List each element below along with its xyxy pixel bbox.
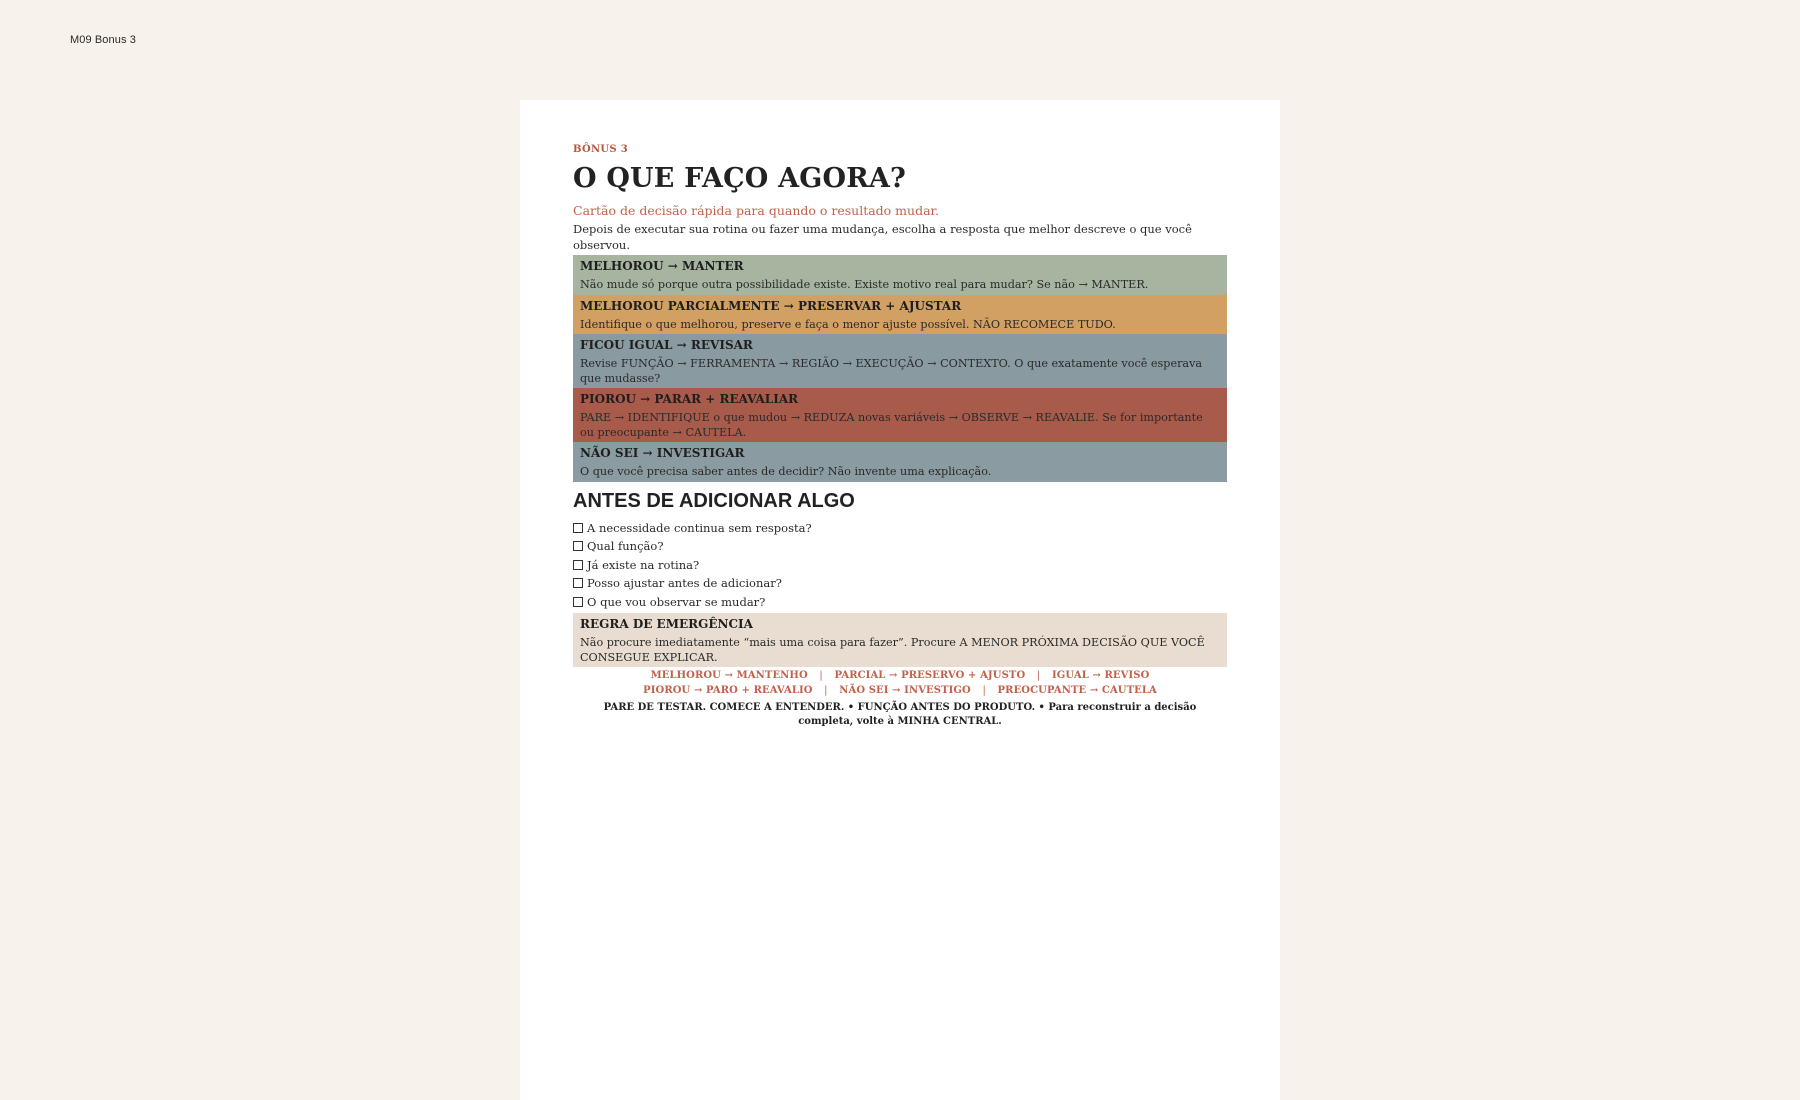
decision-card-improved (573, 255, 1227, 295)
card-body: Não mude só porque outra possibilidade existe. Existe motivo real para mudar? Se não → MANTER. (580, 278, 1149, 291)
card-body: Revise FUNÇÃO → FERRAMENTA → REGIÃO → EXECUÇÃO → CONTEXTO. O que exatamente você esperava que mudasse? (580, 357, 1203, 385)
quick-summary-item: PARCIAL → PRESERVO + AJUSTO (834, 670, 1026, 681)
document-label: M09 Bonus 3 (70, 34, 136, 46)
checkbox-icon[interactable] (573, 523, 583, 533)
checklist (573, 519, 1227, 612)
card-heading: FICOU IGUAL → REVISAR (580, 338, 753, 352)
card-body: O que você precisa saber antes de decidir? Não invente uma explicação. (580, 465, 992, 478)
decision-card-worse (573, 388, 1227, 442)
checklist-item-label: Posso ajustar antes de adicionar? (587, 576, 782, 590)
separator: | (824, 684, 828, 696)
checklist-item (573, 556, 1227, 575)
checkbox-icon[interactable] (573, 597, 583, 607)
checklist-item-label: Qual função? (587, 539, 664, 553)
checklist-title: ANTES DE ADICIONAR ALGO (573, 489, 855, 512)
separator: | (819, 670, 823, 681)
emergency-heading: REGRA DE EMERGÊNCIA (580, 617, 753, 631)
checklist-item (573, 537, 1227, 556)
separator: | (982, 684, 986, 696)
emergency-rule-card (573, 613, 1227, 667)
checklist-item (573, 593, 1227, 612)
page-content (573, 144, 1227, 729)
card-heading: PIOROU → PARAR + REAVALIAR (580, 392, 799, 406)
page-subtitle: Cartão de decisão rápida para quando o resultado mudar. (573, 203, 940, 218)
card-body: PARE → IDENTIFIQUE o que mudou → REDUZA novas variáveis → OBSERVE → REAVALIE. Se for importante ou preocupante → CAUTELA. (580, 411, 1203, 439)
quick-summary (573, 669, 1227, 698)
quick-summary-line-1 (573, 669, 1227, 684)
intro-text: Depois de executar sua rotina ou fazer uma mudança, escolha a resposta que melhor descreve o que você observou. (573, 222, 1192, 252)
quick-summary-item: IGUAL → REVISO (1051, 670, 1150, 681)
quick-summary-item: MELHOROU → MANTENHO (650, 670, 808, 681)
decision-card-unknown (573, 442, 1227, 482)
checkbox-icon[interactable] (573, 578, 583, 588)
checklist-item (573, 574, 1227, 593)
checklist-item-label: Já existe na rotina? (587, 557, 700, 572)
card-heading: NÃO SEI → INVESTIGAR (580, 446, 745, 460)
emergency-body: Não procure imediatamente “mais uma coisa para fazer”. Procure A MENOR PRÓXIMA DECISÃO QUE VOCÊ CONSEGUE EXPLICAR. (580, 636, 1205, 664)
separator: | (1036, 670, 1041, 681)
decision-card-partially-improved (573, 295, 1227, 335)
checklist-item (573, 519, 1227, 538)
bonus-eyebrow: BÔNUS 3 (573, 144, 628, 155)
document-page (520, 100, 1280, 1100)
checklist-item-label: A necessidade continua sem resposta? (587, 520, 812, 535)
card-heading: MELHOROU → MANTER (580, 259, 744, 273)
checkbox-icon[interactable] (573, 541, 583, 551)
checklist-item-label: O que vou observar se mudar? (587, 594, 766, 609)
quick-summary-item: NÃO SEI → INVESTIGO (839, 684, 971, 696)
card-body: Identifique o que melhorou, preserve e faça o menor ajuste possível. NÃO RECOMECE TUDO. (580, 317, 1116, 331)
quick-summary-line-2 (573, 684, 1227, 699)
checkbox-icon[interactable] (573, 560, 583, 570)
card-heading: MELHOROU PARCIALMENTE → PRESERVAR + AJUSTAR (580, 298, 962, 313)
page-title: O QUE FAÇO AGORA? (573, 163, 907, 194)
quick-summary-item: PREOCUPANTE → CAUTELA (997, 684, 1157, 696)
footer-note: PARE DE TESTAR. COMECE A ENTENDER. • FUNÇÃO ANTES DO PRODUTO. • Para reconstruir a decisão completa, volte à MINHA CENTRAL. (603, 702, 1197, 727)
decision-card-same (573, 334, 1227, 388)
quick-summary-item: PIOROU → PARO + REAVALIO (643, 684, 813, 696)
